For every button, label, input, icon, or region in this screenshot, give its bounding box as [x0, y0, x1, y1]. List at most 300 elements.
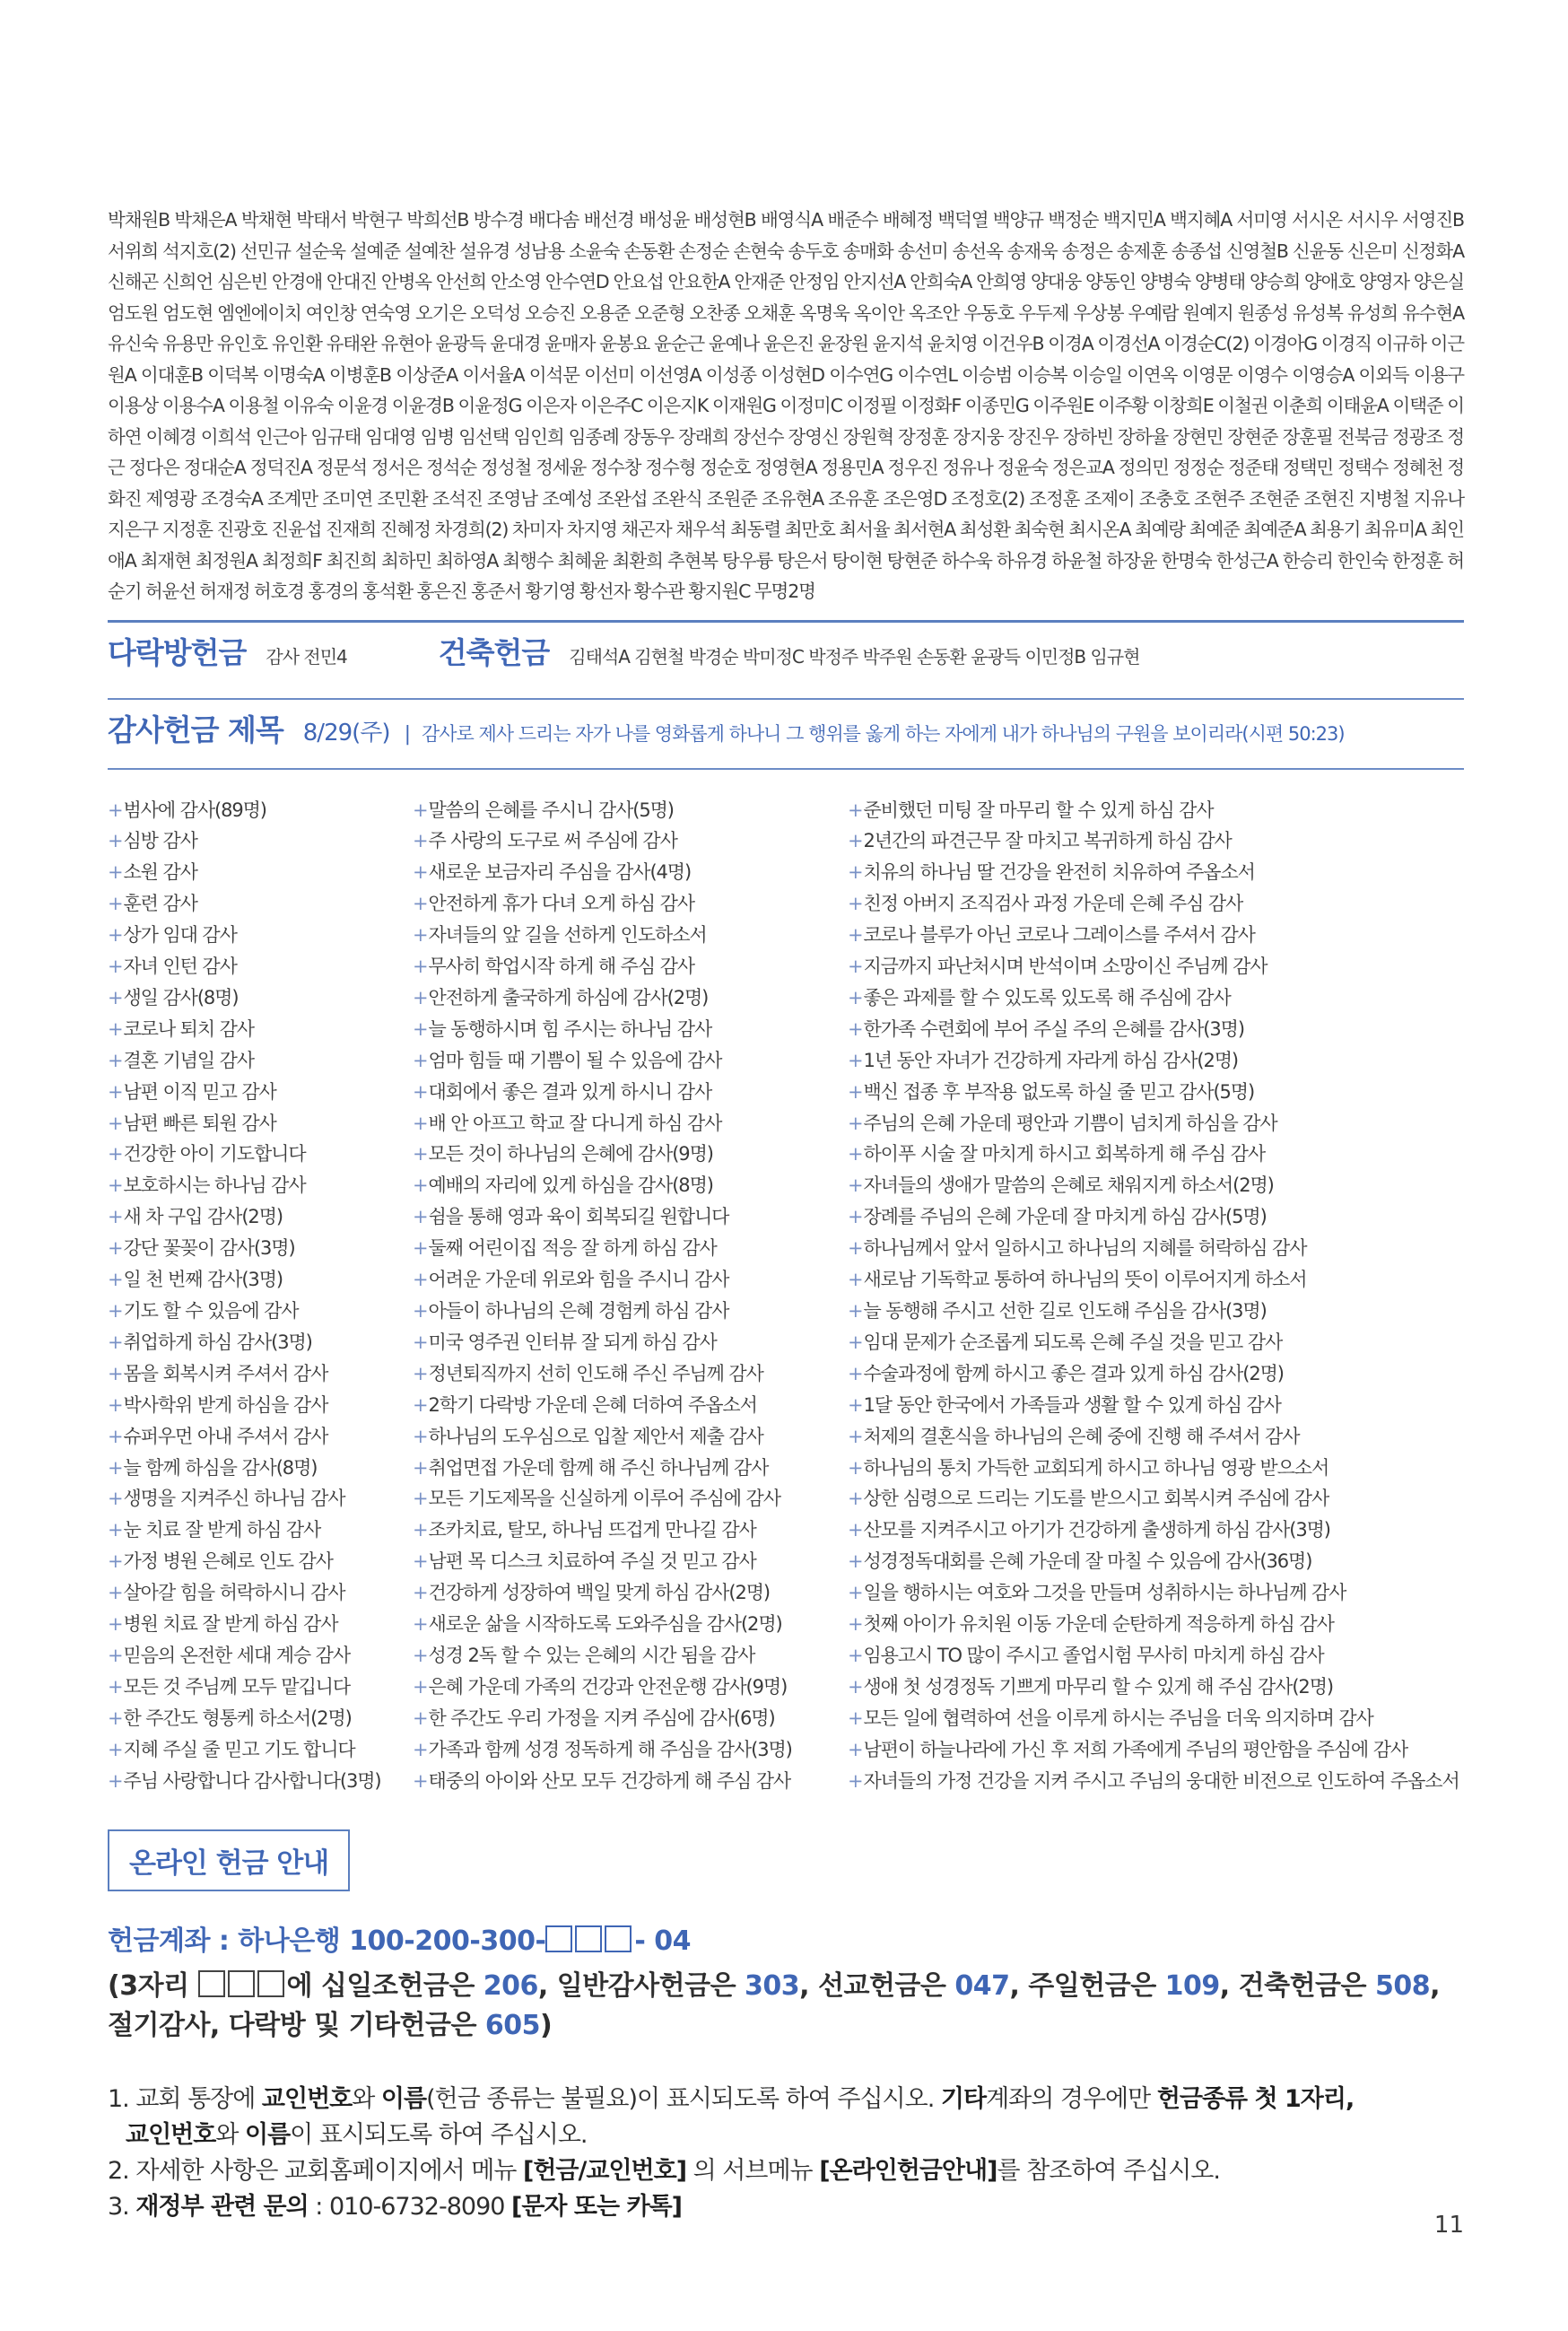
thanks-item [413, 1108, 848, 1139]
thanks-item-text: 상한 심령으로 드리는 기도를 받으시고 회복시켜 주심에 감사 [863, 1488, 1329, 1510]
thanks-item [848, 920, 1464, 951]
codes-text: , 선교헌금은 [799, 1969, 955, 2002]
thanks-title: 감사헌금 제목 [108, 712, 283, 747]
thanks-item-text: 늘 동행하시며 힘 주시는 하나님 감사 [428, 1017, 712, 1040]
thanks-item-text: 1년 동안 자녀가 건강하게 자라게 하심 감사(2명) [863, 1049, 1239, 1071]
thanks-item [413, 920, 848, 951]
thanks-item-text: 모든 것이 하나님의 은혜에 감사(9명) [428, 1143, 713, 1166]
online-offering-title: 온라인 헌금 안내 [108, 1829, 350, 1891]
thanks-item [108, 795, 413, 826]
thanks-item-text: 안전하게 출국하게 하심에 감사(2명) [428, 986, 709, 1008]
thanks-item-text: 새로운 삶을 시작하도록 도와주심을 감사(2명) [428, 1613, 782, 1636]
building-offering-names: 김태석A 김현철 박경순 박미정C 박정주 박주원 손동환 윤광득 이민정B 임규현 [569, 645, 1140, 668]
thanks-item [413, 857, 848, 888]
thanks-header [108, 700, 1464, 768]
thanks-item-text: 하나님의 도우심으로 입찰 제안서 제출 감사 [428, 1425, 763, 1447]
plus-icon: + [108, 1488, 123, 1510]
thanks-item [413, 1264, 848, 1296]
thanks-item [108, 1734, 413, 1766]
blank-box-icon [228, 1970, 255, 1997]
plus-icon: + [108, 1049, 123, 1071]
thanks-item-text: 일 천 번째 감사(3명) [123, 1269, 283, 1291]
thanks-item [413, 1453, 848, 1484]
plus-icon: + [108, 1174, 123, 1197]
thanks-item-text: 성경정독대회를 은혜 가운데 잘 마칠 수 있음에 감사(36명) [863, 1550, 1312, 1573]
thanks-item [848, 1390, 1464, 1421]
plus-icon: + [108, 1362, 123, 1384]
thanks-item [848, 1077, 1464, 1108]
thanks-item-text: 한 주간도 우리 가정을 지켜 주심에 감사(6명) [428, 1707, 775, 1729]
plus-icon: + [108, 1644, 123, 1666]
thanks-item-text: 태중의 아이와 산모 모두 건강하게 해 주심 감사 [428, 1769, 791, 1792]
plus-icon: + [848, 1143, 863, 1166]
thanks-item-text: 생일 감사(8명) [123, 986, 239, 1008]
plus-icon: + [848, 799, 863, 821]
plus-icon: + [848, 830, 863, 852]
thanks-item-text: 코로나 블루가 아닌 코로나 그레이스를 주셔서 감사 [863, 924, 1255, 947]
thanks-item [848, 1483, 1464, 1515]
plus-icon: + [848, 1707, 863, 1729]
codes-text: , 일반감사헌금은 [537, 1969, 745, 2002]
plus-icon: + [108, 1331, 123, 1353]
thanks-item-text: 대회에서 좋은 결과 있게 하시니 감사 [428, 1080, 712, 1103]
thanks-item [413, 1672, 848, 1703]
thanks-item-text: 코로나 퇴치 감사 [123, 1017, 254, 1040]
note-text: 이 표시되도록 하여 주십시오. [290, 2120, 588, 2149]
thanks-item [108, 857, 413, 888]
thanks-item-text: 첫째 아이가 유치원 이동 가운데 순탄하게 적응하게 하심 감사 [863, 1613, 1334, 1636]
thanks-item [413, 1483, 848, 1515]
building-offering-title: 건축헌금 [438, 634, 550, 670]
thanks-item-text: 예배의 자리에 있게 하심을 감사(8명) [428, 1174, 713, 1197]
thanks-item-text: 남편 이직 믿고 감사 [123, 1080, 276, 1103]
thanks-item-text: 병원 치료 잘 받게 하심 감사 [123, 1613, 338, 1636]
plus-icon: + [413, 1519, 428, 1541]
thanks-item-text: 장례를 주님의 은혜 가운데 잘 마치게 하심 감사(5명) [863, 1206, 1267, 1228]
plus-icon: + [848, 1488, 863, 1510]
thanks-item [108, 1233, 413, 1264]
thanks-item-text: 늘 함께 하심을 감사(8명) [123, 1456, 318, 1479]
thanks-item-text: 늘 동행해 주시고 선한 길로 인도해 주심을 감사(3명) [863, 1300, 1267, 1322]
thanks-item [108, 825, 413, 857]
thanks-item [848, 1703, 1464, 1734]
thanks-item [108, 1045, 413, 1077]
thanks-item [108, 1390, 413, 1421]
thanks-item [108, 982, 413, 1014]
note-text: 1. 교회 통장에 [108, 2084, 262, 2113]
thanks-item-text: 준비했던 미팅 잘 마무리 할 수 있게 하심 감사 [863, 799, 1214, 821]
thanks-item-text: 살아갈 힘을 허락하시니 감사 [123, 1582, 345, 1604]
thanks-item [848, 1139, 1464, 1170]
thanks-item-text: 배 안 아프고 학교 잘 다니게 하심 감사 [428, 1112, 722, 1134]
note-text: 계좌의 경우에만 [986, 2084, 1157, 2113]
code-sunday: 109 [1164, 1969, 1220, 2002]
codes-text: (3자리 [108, 1969, 198, 2002]
thanks-item-text: 남편 빠른 퇴원 감사 [123, 1112, 276, 1134]
plus-icon: + [848, 861, 863, 884]
plus-icon: + [848, 1550, 863, 1573]
plus-icon: + [848, 1174, 863, 1197]
thanks-item-text: 처제의 결혼식을 하나님의 은혜 중에 진행 해 주셔서 감사 [863, 1425, 1300, 1447]
plus-icon: + [413, 1613, 428, 1636]
thanks-item-text: 한가족 수련회에 부어 주실 주의 은혜를 감사(3명) [863, 1017, 1244, 1040]
plus-icon: + [108, 1707, 123, 1729]
plus-icon: + [108, 1206, 123, 1228]
thanks-verse: 감사로 제사 드리는 자가 나를 영화롭게 하나니 그 행위를 옳게 하는 자에게 내가 하나님의 구원을 보이리라(시편 50:23) [421, 722, 1345, 745]
thanks-item-text: 범사에 감사(89명) [123, 799, 266, 821]
thanks-item [413, 1546, 848, 1577]
darak-offering-names: 감사 전민4 [266, 645, 347, 668]
plus-icon: + [108, 1738, 123, 1760]
thanks-item [848, 1577, 1464, 1609]
thanks-item [413, 1327, 848, 1358]
thanks-item-text: 말씀의 은혜를 주시니 감사(5명) [428, 799, 674, 821]
thanks-separator: | [404, 722, 411, 746]
thanks-item-text: 기도 할 수 있음에 감사 [123, 1300, 299, 1322]
plus-icon: + [108, 1675, 123, 1698]
plus-icon: + [848, 1269, 863, 1291]
thanks-item [413, 1233, 848, 1264]
thanks-item [848, 1108, 1464, 1139]
online-notes [108, 2082, 1464, 2225]
thanks-item-text: 보호하시는 하나님 감사 [123, 1174, 306, 1197]
thanks-item-text: 박사학위 받게 하심을 감사 [123, 1393, 328, 1416]
thanks-item-text: 가족과 함께 성경 정독하게 해 주심을 감사(3명) [428, 1738, 792, 1760]
thanks-item [108, 888, 413, 920]
plus-icon: + [413, 1456, 428, 1479]
plus-icon: + [108, 861, 123, 884]
plus-icon: + [848, 1738, 863, 1760]
thanks-item [848, 1515, 1464, 1546]
plus-icon: + [848, 1644, 863, 1666]
note-bold: 재정부 관련 문의 [135, 2192, 309, 2221]
thanks-item-text: 은혜 가운데 가족의 건강과 안전운행 감사(9명) [428, 1675, 788, 1698]
codes-text: ) [540, 2009, 553, 2041]
thanks-item [848, 1296, 1464, 1327]
thanks-item-text: 치유의 하나님 딸 건강을 완전히 치유하여 주옵소서 [863, 861, 1255, 884]
note-1 [108, 2082, 1464, 2117]
plus-icon: + [108, 1550, 123, 1573]
thanks-item-text: 모든 일에 협력하여 선을 이루게 하시는 주님을 더욱 의지하며 감사 [863, 1707, 1373, 1729]
thanks-item [413, 982, 848, 1014]
plus-icon: + [413, 1738, 428, 1760]
thanks-item [848, 1045, 1464, 1077]
thanks-item [848, 1170, 1464, 1201]
thanks-column-1 [108, 795, 413, 1797]
thanks-item-text: 남편 목 디스크 치료하여 주실 것 믿고 감사 [428, 1550, 756, 1573]
thanks-item-text: 하나님께서 앞서 일하시고 하나님의 지혜를 허락하심 감사 [863, 1237, 1307, 1260]
note-bold: [헌금/교인번호] [523, 2156, 687, 2185]
offering-codes-line-2 [108, 2006, 1464, 2046]
thanks-item [413, 951, 848, 982]
thanks-item [848, 1358, 1464, 1390]
note-bold: 이름 [245, 2120, 291, 2149]
plus-icon: + [108, 1112, 123, 1134]
thanks-column-2 [413, 795, 848, 1797]
thanks-item [413, 1609, 848, 1640]
thanks-date: 8/29(주) [302, 719, 390, 746]
thanks-item-text: 새로운 보금자리 주심을 감사(4명) [428, 861, 692, 884]
plus-icon: + [413, 1017, 428, 1040]
plus-icon: + [848, 1769, 863, 1792]
thanks-item [108, 1609, 413, 1640]
plus-icon: + [413, 1237, 428, 1260]
page-number: 11 [1433, 2212, 1464, 2239]
plus-icon: + [108, 1080, 123, 1103]
plus-icon: + [108, 1613, 123, 1636]
plus-icon: + [848, 1017, 863, 1040]
thanks-item-text: 한 주간도 형통케 하소서(2명) [123, 1707, 352, 1729]
thanks-item [848, 1546, 1464, 1577]
thanks-item-text: 취업하게 하심 감사(3명) [123, 1331, 312, 1353]
thanks-item-text: 하이푸 시술 잘 마치게 하시고 회복하게 해 주심 감사 [863, 1143, 1266, 1166]
thanks-item [108, 1077, 413, 1108]
thanks-item [108, 951, 413, 982]
thanks-item [848, 1201, 1464, 1233]
thanks-item-text: 친정 아버지 조직검사 과정 가운데 은혜 주심 감사 [863, 893, 1243, 915]
plus-icon: + [413, 1112, 428, 1134]
plus-icon: + [848, 1112, 863, 1134]
plus-icon: + [848, 1456, 863, 1479]
plus-icon: + [108, 830, 123, 852]
thanks-item-text: 임대 문제가 순조롭게 되도록 은혜 주실 것을 믿고 감사 [863, 1331, 1283, 1353]
thanks-item-text: 지혜 주실 줄 믿고 기도 합니다 [123, 1738, 355, 1760]
thanks-item [848, 951, 1464, 982]
codes-text: , [1430, 1969, 1440, 2002]
plus-icon: + [108, 1582, 123, 1604]
thanks-item-text: 백신 접종 후 부작용 없도록 하실 줄 믿고 감사(5명) [863, 1080, 1255, 1103]
plus-icon: + [848, 1331, 863, 1353]
darak-offering-title: 다락방헌금 [108, 634, 247, 670]
note-text: 와 [352, 2084, 381, 2113]
thanks-item-text: 쉼을 통해 영과 육이 회복되길 원합니다 [428, 1206, 729, 1228]
thanks-item [413, 1170, 848, 1201]
plus-icon: + [108, 1237, 123, 1260]
plus-icon: + [848, 893, 863, 915]
thanks-item [413, 1577, 848, 1609]
thanks-item-text: 눈 치료 잘 받게 하심 감사 [123, 1519, 321, 1541]
thanks-item-text: 믿음의 온전한 세대 계승 감사 [123, 1644, 351, 1666]
blank-box-icon [545, 1925, 572, 1952]
thanks-item-text: 조카치료, 탈모, 하나님 뜨겁게 만나길 감사 [428, 1519, 756, 1541]
plus-icon: + [108, 956, 123, 978]
thanks-item-text: 임용고시 TO 많이 주시고 졸업시험 무사히 마치게 하심 감사 [863, 1644, 1324, 1666]
plus-icon: + [413, 799, 428, 821]
thanks-item-text: 아들이 하나님의 은혜 경험케 하심 감사 [428, 1300, 729, 1322]
thanks-item [108, 1640, 413, 1672]
plus-icon: + [413, 1644, 428, 1666]
plus-icon: + [848, 1582, 863, 1604]
plus-icon: + [108, 1269, 123, 1291]
thanks-item [108, 1358, 413, 1390]
thanks-item-text: 새 차 구입 감사(2명) [123, 1206, 283, 1228]
codes-text: , 건축헌금은 [1219, 1969, 1375, 2002]
plus-icon: + [413, 1707, 428, 1729]
code-building: 508 [1374, 1969, 1431, 2002]
thanks-item-text: 생명을 지켜주신 하나님 감사 [123, 1488, 345, 1510]
thanks-item-text: 생애 첫 성경정독 기쁘게 마무리 할 수 있게 해 주심 감사(2명) [863, 1675, 1333, 1698]
thanks-item [108, 1453, 413, 1484]
plus-icon: + [413, 924, 428, 947]
note-bold: 기타 [940, 2084, 987, 2113]
note-text: 3. [108, 2192, 136, 2221]
code-general: 303 [745, 1969, 800, 2002]
plus-icon: + [848, 1393, 863, 1416]
note-3 [108, 2189, 1464, 2225]
codes-text: 에 십일조헌금은 [286, 1969, 483, 2002]
plus-icon: + [108, 986, 123, 1008]
thanks-item [413, 1201, 848, 1233]
offering-codes-line-1 [108, 1967, 1464, 2006]
plus-icon: + [848, 1613, 863, 1636]
thanks-item-text: 주 사랑의 도구로 써 주심에 감사 [428, 830, 677, 852]
note-text: 2. 자세한 사항은 교회홈페이지에서 메뉴 [108, 2156, 523, 2185]
codes-text: 절기감사, 다락방 및 기타헌금은 [108, 2009, 485, 2041]
plus-icon: + [848, 986, 863, 1008]
thanks-item [108, 1170, 413, 1201]
plus-icon: + [413, 1425, 428, 1447]
thanks-item [413, 1296, 848, 1327]
plus-icon: + [413, 1143, 428, 1166]
thanks-item-text: 안전하게 휴가 다녀 오게 하심 감사 [428, 893, 694, 915]
thanks-item [108, 1421, 413, 1453]
plus-icon: + [413, 1331, 428, 1353]
plus-icon: + [413, 861, 428, 884]
thanks-item-text: 모든 기도제목을 신실하게 이루어 주심에 감사 [428, 1488, 780, 1510]
plus-icon: + [108, 1456, 123, 1479]
offering-row [108, 623, 1464, 698]
thanks-item-text: 2학기 다락방 가운데 은혜 더하여 주옵소서 [428, 1393, 757, 1416]
account-suffix: - 04 [634, 1925, 692, 1957]
note-bold: 교인번호 [126, 2120, 216, 2149]
plus-icon: + [108, 1143, 123, 1166]
account-prefix: 헌금계좌 : 하나은행 100-200-300- [108, 1925, 546, 1957]
thanks-item-text: 일을 행하시는 여호와 그것을 만들며 성취하시는 하나님께 감사 [863, 1582, 1346, 1604]
thanks-item-text: 지금까지 파난처시며 반석이며 소망이신 주님께 감사 [863, 956, 1267, 978]
note-2 [108, 2153, 1464, 2189]
thanks-item [108, 1014, 413, 1045]
thanks-item-text: 미국 영주권 인터뷰 잘 되게 하심 감사 [428, 1331, 717, 1353]
plus-icon: + [413, 986, 428, 1008]
thanks-item-text: 좋은 과제를 할 수 있도록 있도록 해 주심에 감사 [863, 986, 1231, 1008]
thanks-item [848, 1609, 1464, 1640]
thanks-item [848, 1233, 1464, 1264]
plus-icon: + [413, 1550, 428, 1573]
thanks-item [108, 1139, 413, 1170]
thanks-item [848, 857, 1464, 888]
plus-icon: + [413, 1769, 428, 1792]
thanks-item [848, 825, 1464, 857]
plus-icon: + [413, 1174, 428, 1197]
thanks-item [413, 1640, 848, 1672]
thanks-item [848, 1327, 1464, 1358]
plus-icon: + [108, 1519, 123, 1541]
plus-icon: + [848, 924, 863, 947]
thanks-item-text: 주님 사랑합니다 감사합니다(3명) [123, 1769, 381, 1792]
donor-names-list: 박채원B 박채은A 박채현 박태서 박현구 박희선B 방수경 배다솜 배선경 배성윤 배성현B 배영식A 배준수 배혜정 백덕열 백양규 백정순 백지민A 백지혜A 서미영 서시온 서시우 서영진B 서위희 석지호(2) 선민규 설순욱 설예준 설예찬 설유경 성남용 소윤숙 손동환 손정순 손현숙 송두호 송매화 송선미 송선옥 송재욱 송정은 송제훈 송종섭 신영철B 신윤동 신은미 신정화A 신해곤 신희언 심은빈 안경애 안대진 안병옥 안선희 안소영 안수연D 안요섭 안요한A 안재준 안정임 안지선A 안희숙A 안희영 양대웅 양동인 양병숙 양병태 양승희 양애호 양영자 양은실 엄도원 엄도현 엠엔에이치 여인창 연숙영 오기은 오덕성 오승진 오용준 오준형 오찬종 오채훈 옥명욱 옥이안 옥조안 우동호 우두제 우상봉 우예람 원예지 원종성 유성복 유성희 유수현A 유신숙 유용만 유인호 유인환 유태완 유현아 윤광득 윤대경 윤매자 윤봉요 윤순근 윤예나 윤은진 윤장원 윤지석 윤치영 이건우B 이경A 이경선A 이경순C(2) 이경아G 이경직 이규하 이근원A 이대훈B 이덕복 이명숙A 이병훈B 이상준A 이서율A 이석문 이선미 이선영A 이성종 이성현D 이수연G 이수연L 이승범 이승복 이승일 이연옥 이영문 이영수 이영승A 이외득 이용구 이용상 이용수A 이용철 이유숙 이윤경 이윤경B 이윤정G 이은자 이은주C 이은지K 이재원G 이정미C 이정필 이정화F 이종민G 이주원E 이주황 이창희E 이철권 이춘희 이태윤A 이택준 이하연 이혜경 이희석 인근아 임규태 임대영 임병 임선택 임인희 임종례 장동우 장래희 장선수 장영신 장원혁 장정훈 장지웅 장진우 장하빈 장하율 장현민 장현준 장훈필 전북금 정광조 정근 정다은 정대순A 정덕진A 정문석 정서은 정석순 정성철 정세윤 정수창 정수형 정순호 정영현A 정용민A 정우진 정유나 정윤숙 정은교A 정의민 정정순 정준태 정택민 정택수 정혜천 정화진 제영광 조경숙A 조계만 조미연 조민환 조석진 조영남 조예성 조완섭 조완식 조원준 조유현A 조유훈 조은영D 조정호(2) 조정훈 조제이 조충호 조현주 조현준 조현진 지병철 지유나 지은구 지정훈 진광호 진윤섭 진재희 진혜정 차경희(2) 차미자 차지영 채곤자 채우석 최동렬 최만호 최서율 최서현A 최성환 최숙현 최시온A 최예랑 최예준 최예준A 최용기 최유미A 최인애A 최재현 최정원A 최정희F 최진희 최하민 최하영A 최행수 최혜윤 최환희 추현복 탕우륭 탕은서 탕이현 탕현준 하수욱 하유경 하윤철 하장윤 한명숙 한성근A 한승리 한인숙 한정훈 허순기 허윤선 허재정 허호경 홍경의 홍석환 홍은진 홍준서 황기영 황선자 황수관 황지원C 무명2명 [108, 209, 1464, 602]
thanks-item [848, 1421, 1464, 1453]
blank-box-icon [257, 1970, 284, 1997]
note-bold: 헌금종류 첫 1자리, [1156, 2084, 1355, 2113]
thanks-item-text: 어려운 가운데 위로와 힘을 주시니 감사 [428, 1269, 729, 1291]
thanks-item-text: 취업면접 가운데 함께 해 주신 하나님께 감사 [428, 1456, 769, 1479]
plus-icon: + [848, 1675, 863, 1698]
thanks-item [108, 1672, 413, 1703]
note-text: 를 참조하여 주십시오. [997, 2156, 1220, 2185]
thanks-item [413, 1390, 848, 1421]
thanks-item-text: 자녀들의 가정 건강을 지켜 주시고 주님의 웅대한 비전으로 인도하여 주옵소서 [863, 1769, 1459, 1792]
account-line [108, 1918, 1464, 1958]
thanks-item [108, 1327, 413, 1358]
code-tithe: 206 [483, 1969, 538, 2002]
thanks-item [848, 1734, 1464, 1766]
note-text: : 010-6732-8090 [308, 2192, 512, 2221]
thanks-item-text: 2년간의 파견근무 잘 마치고 복귀하게 하심 감사 [863, 830, 1232, 852]
thanks-item-text: 모든 것 주님께 모두 맡깁니다 [123, 1675, 351, 1698]
blank-box-icon [575, 1925, 602, 1952]
thanks-item-text: 성경 2독 할 수 있는 은혜의 시간 됨을 감사 [428, 1644, 755, 1666]
plus-icon: + [413, 1080, 428, 1103]
plus-icon: + [848, 1300, 863, 1322]
thanks-item [108, 1515, 413, 1546]
thanks-item [413, 1421, 848, 1453]
plus-icon: + [848, 1519, 863, 1541]
plus-icon: + [108, 1425, 123, 1447]
thanks-item [848, 1640, 1464, 1672]
plus-icon: + [413, 1362, 428, 1384]
plus-icon: + [413, 1488, 428, 1510]
note-bold: [온라인헌금안내] [819, 2156, 997, 2185]
thanks-item-text: 건강한 아이 기도합니다 [123, 1143, 306, 1166]
thanks-columns [108, 795, 1464, 1797]
thanks-item-text: 몸을 회복시켜 주셔서 감사 [123, 1362, 328, 1384]
thanks-item [848, 795, 1464, 826]
thanks-item-text: 소원 감사 [123, 861, 197, 884]
thanks-item [108, 1703, 413, 1734]
code-other: 605 [484, 2009, 541, 2041]
note-bold: 교인번호 [261, 2084, 353, 2113]
thanks-item-text: 주님의 은혜 가운데 평안과 기쁨이 넘치게 하심을 감사 [863, 1112, 1277, 1134]
thanks-item [413, 1766, 848, 1797]
plus-icon: + [413, 1206, 428, 1228]
note-text: 의 서브메뉴 [686, 2156, 820, 2185]
thanks-item [108, 920, 413, 951]
thanks-item [413, 1515, 848, 1546]
plus-icon: + [413, 1582, 428, 1604]
thanks-item [413, 1045, 848, 1077]
blank-box-icon [198, 1970, 225, 1997]
thanks-item-text: 1달 동안 한국에서 가족들과 생활 할 수 있게 하심 감사 [863, 1393, 1281, 1416]
plus-icon: + [848, 956, 863, 978]
divider-thanks [108, 768, 1464, 770]
thanks-item [108, 1577, 413, 1609]
thanks-item-text: 남편이 하늘나라에 가신 후 저희 가족에게 주님의 평안함을 주심에 감사 [863, 1738, 1408, 1760]
thanks-item [848, 1766, 1464, 1797]
plus-icon: + [413, 1049, 428, 1071]
thanks-item [413, 1358, 848, 1390]
thanks-item [848, 1264, 1464, 1296]
plus-icon: + [848, 1206, 863, 1228]
note-bold: [문자 또는 카톡] [511, 2192, 682, 2221]
plus-icon: + [108, 924, 123, 947]
page-content [108, 205, 1464, 2225]
thanks-item [108, 1201, 413, 1233]
plus-icon: + [413, 893, 428, 915]
thanks-item [108, 1483, 413, 1515]
note-text: 와 [215, 2120, 245, 2149]
thanks-item [848, 1453, 1464, 1484]
thanks-item-text: 수술과정에 함께 하시고 좋은 결과 있게 하심 감사(2명) [863, 1362, 1284, 1384]
